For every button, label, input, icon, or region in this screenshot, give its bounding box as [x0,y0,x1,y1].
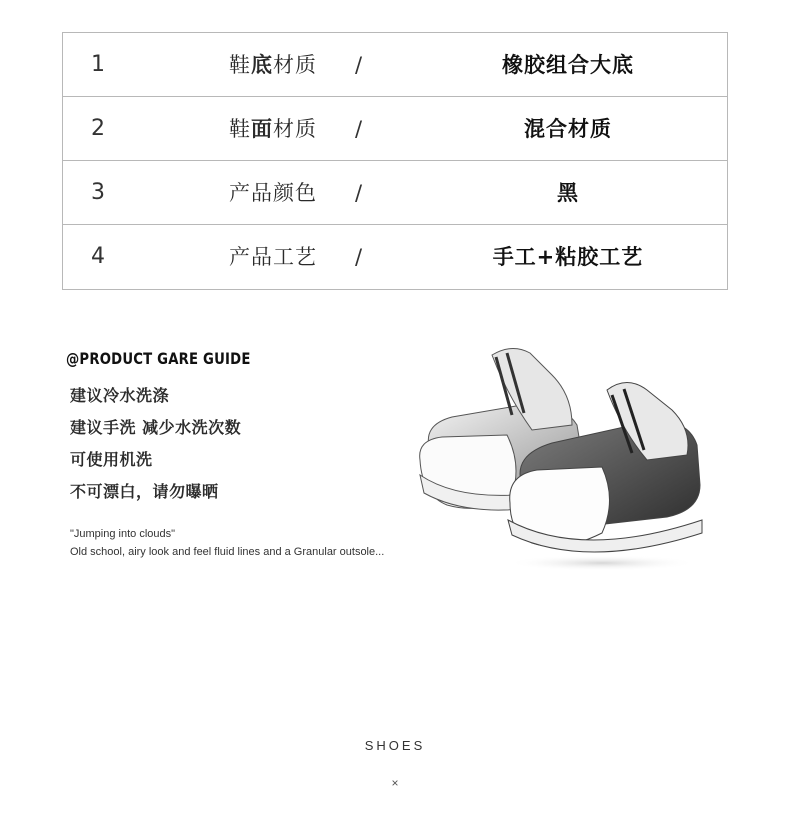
spec-row [63,161,727,225]
spec-number: 2 [91,116,105,141]
care-item: 不可漂白，请勿曝晒 [70,482,219,501]
spec-row [63,97,727,161]
shoe-illustration [412,335,712,575]
spec-number: 1 [91,52,105,77]
spec-number: 4 [91,244,105,269]
product-description: Old school, airy look and feel fluid lines and a Granular outsole... [70,546,385,558]
footer-close-mark: × [391,776,399,790]
spec-separator: / [355,181,363,205]
care-guide-title: @PRODUCT GARE GUIDE [66,349,251,368]
spec-label: 产品颜色 [229,181,317,205]
spec-separator: / [355,117,363,141]
spec-label: 鞋面材质 [229,117,317,141]
spec-number: 3 [91,180,105,205]
spec-separator: / [355,53,363,77]
spec-value: 手工+粘胶工艺 [492,245,644,269]
care-item: 可使用机洗 [70,450,153,469]
tagline-quote: "Jumping into clouds" [70,528,176,540]
spec-value: 混合材质 [524,117,612,141]
spec-label: 鞋底材质 [229,53,317,77]
spec-label: 产品工艺 [229,245,317,269]
footer-brand-word: SHOES [364,738,426,753]
spec-table [62,32,728,290]
spec-separator: / [355,245,363,269]
spec-row [63,33,727,97]
spec-row [63,225,727,289]
spec-value: 黑 [557,181,579,205]
care-item: 建议冷水洗涤 [70,386,170,405]
care-item: 建议手洗 减少水洗次数 [70,418,242,437]
spec-value: 橡胶组合大底 [502,53,634,77]
care-list [70,384,241,512]
